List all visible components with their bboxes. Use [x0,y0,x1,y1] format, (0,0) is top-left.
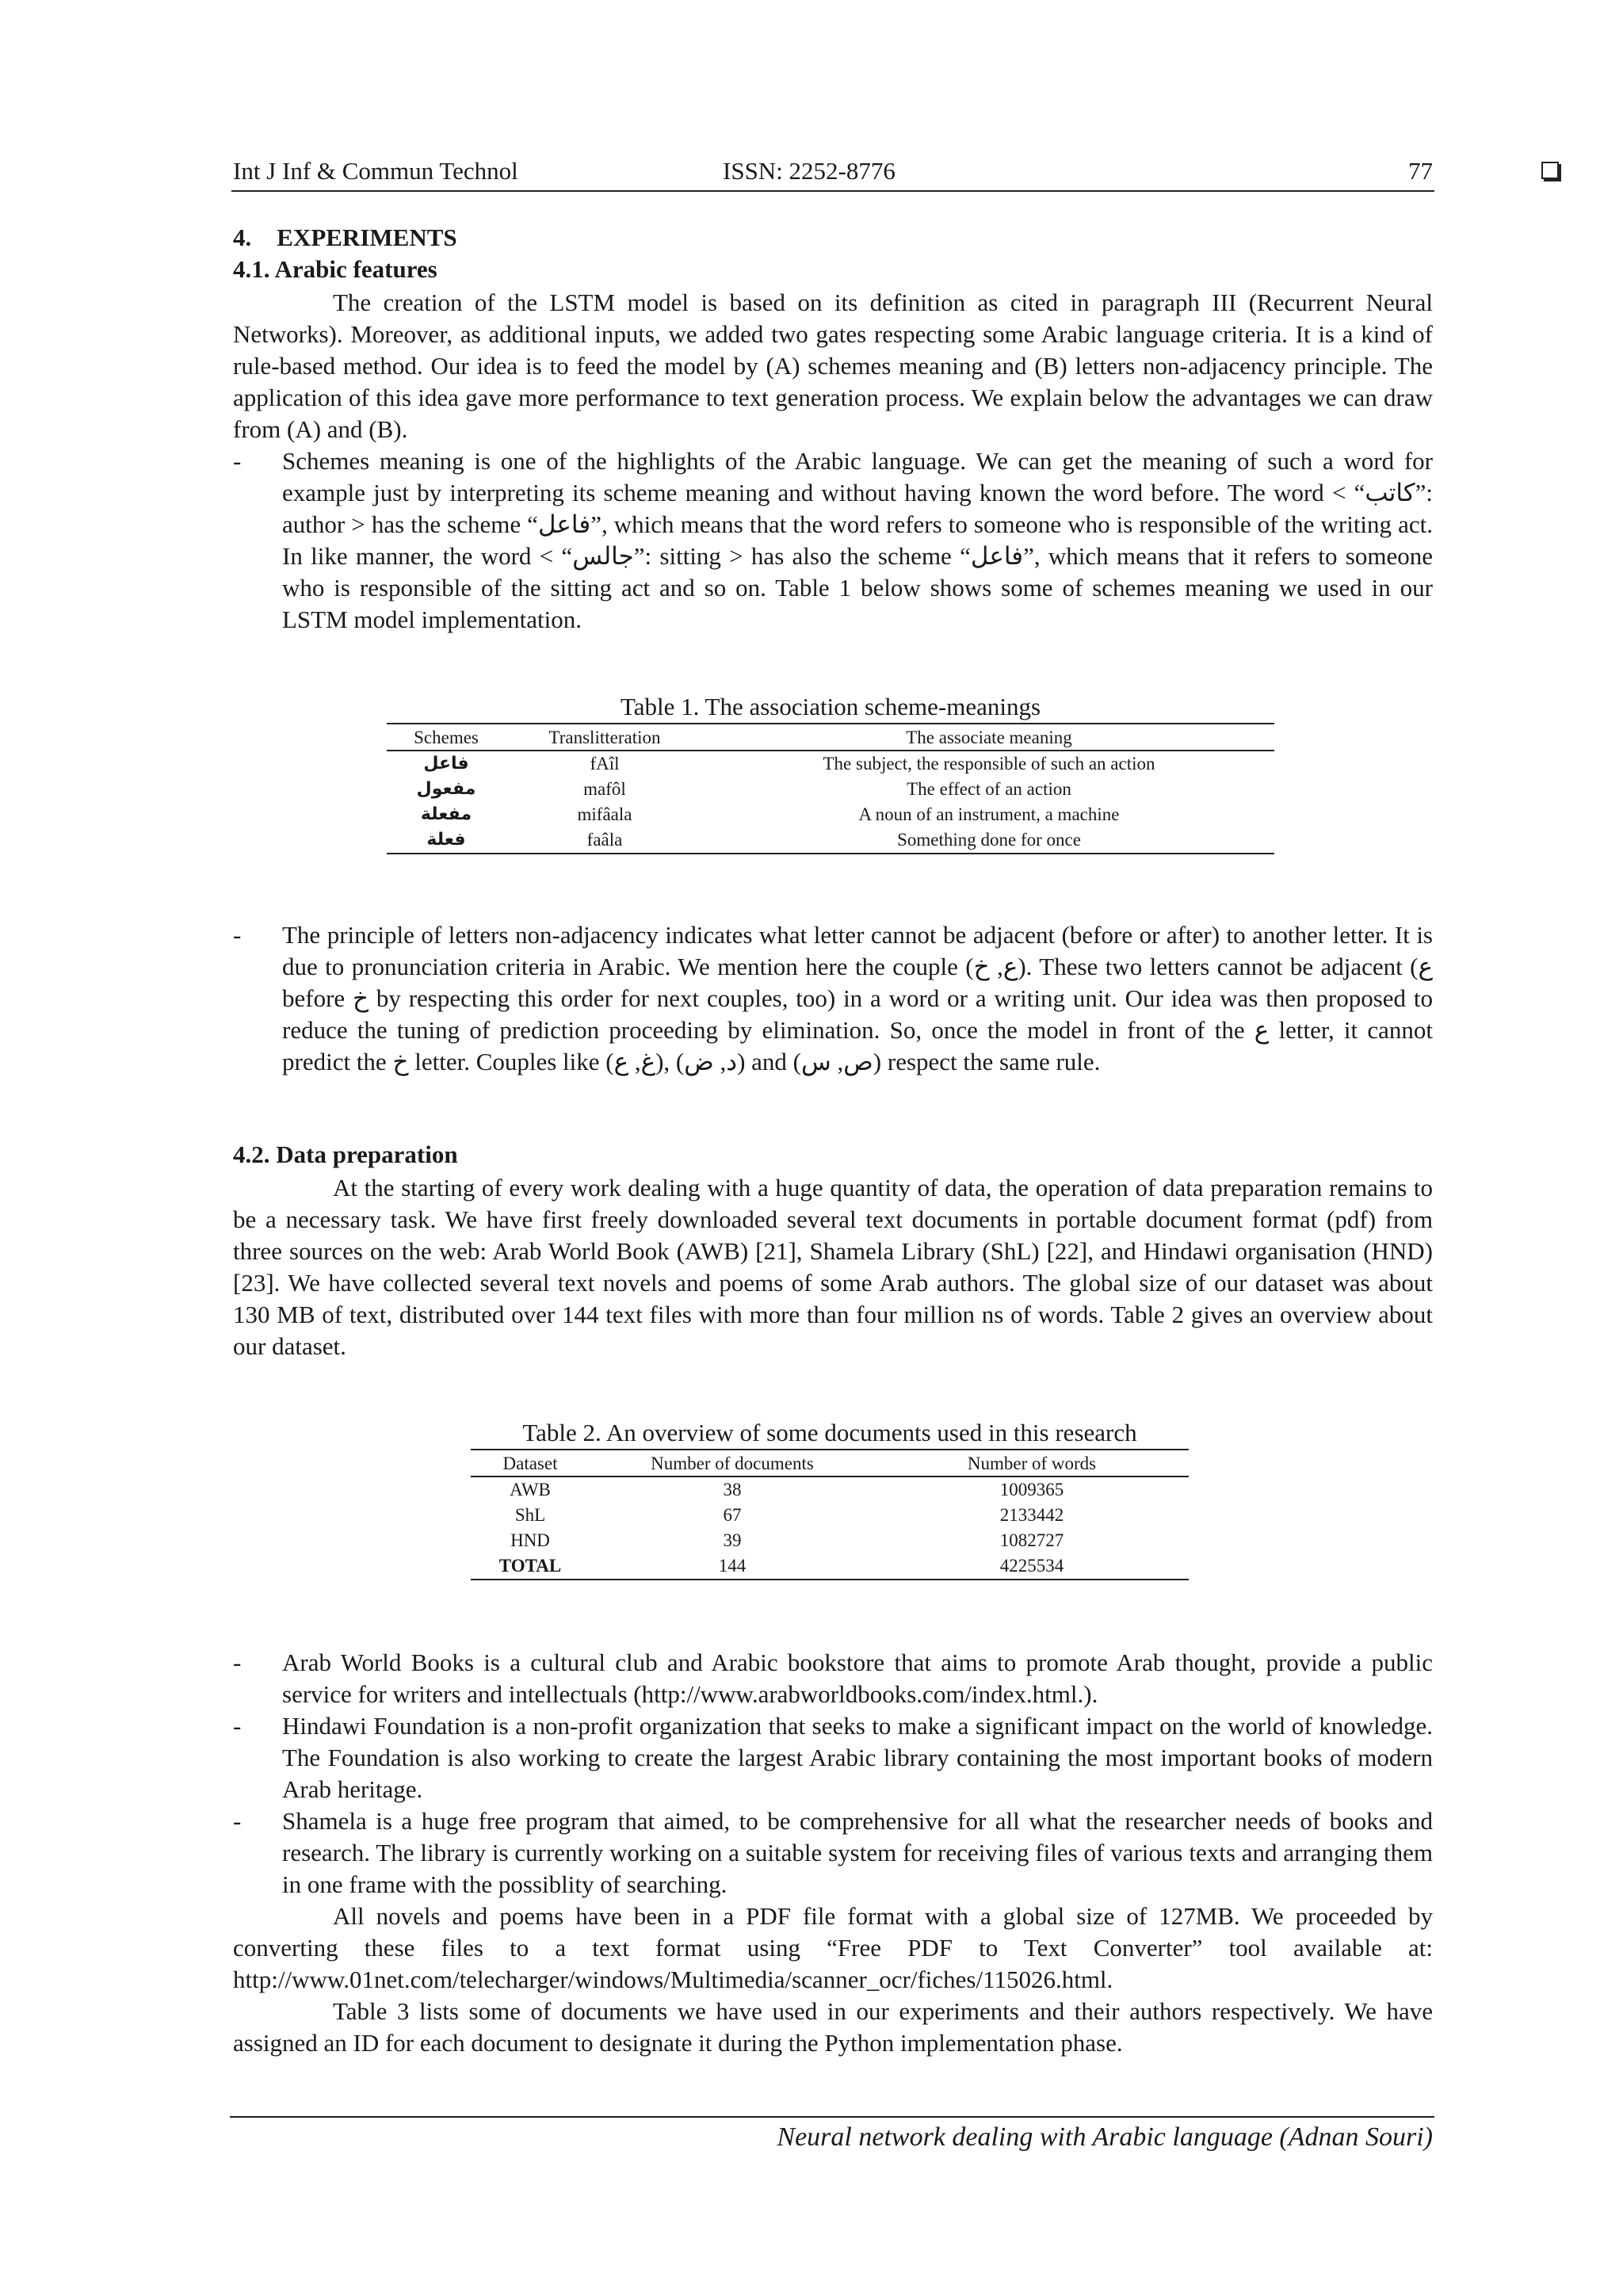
section-title: EXPERIMENTS [277,223,457,251]
table-cell: Something done for once [704,827,1274,854]
table-cell: A noun of an instrument, a machine [858,804,1120,824]
table-header-cell: Dataset [471,1450,590,1477]
square-icon [1541,162,1559,179]
table-header-cell: Number of documents [590,1450,875,1477]
table-row [387,827,1274,854]
bullet-dash: - [233,1648,242,1676]
table-row-total [471,1553,1189,1580]
table-cell: AWB [510,1480,551,1499]
bullet-dash: - [233,447,242,475]
table-header-cell: Number of words [875,1450,1189,1477]
running-header [231,155,1434,192]
bullet-text: Schemes meaning is one of the highlights of the Arabic language. We can get the meaning of such a word for example just by interpreting its scheme meaning and without having known the word before. The word < “كاتب”: author > has the scheme “فاعل”, which means that the word refers to someone who is responsible of the writing act. In like manner, the word < “جالس”: sitting > has also the scheme “فاعل”, which means that it refers to someone who is responsible of the sitting act and so on. Table 1 below shows some of schemes meaning we used in our LSTM model implementation. [282,447,1433,633]
table-cell: mifâala [577,804,632,824]
table-cell: فاعل [423,754,469,774]
table-cell: The subject, the responsible of such an action [823,754,1155,774]
paragraph-conversion: All novels and poems have been in a PDF file format with a global size of 127MB. We proceeded by converting these files to a text format using “Free PDF to Text Converter” tool available at: http://www.01net.com/telecharger/windows/Multimedia/scanner_ocr/fiches/115026.html. [233,1902,1433,1993]
journal-name: Int J Inf & Commun Technol [233,157,518,185]
table-cell: 67 [723,1505,742,1525]
bullet-arab-world-books [233,1647,1433,1710]
table1-caption: Table 1. The association scheme-meanings [620,693,1041,720]
table-cell: faâla [506,827,704,854]
paragraph-table3-intro: Table 3 lists some of documents we have used in our experiments and their authors respectively. We have assigned an ID for each document to designate it during the Python implementation phase. [233,1997,1433,2057]
table-header-cell: Schemes [387,724,506,751]
bullet-hindawi [233,1710,1433,1805]
table-header-cell: The associate meaning [704,724,1274,751]
bullet-text: The principle of letters non-adjacency indicates what letter cannot be adjacent (before or after) to another letter. It is due to pronunciation criteria in Arabic. We mention here the couple (ع, خ). These two letters cannot be adjacent (ع before خ by respecting this order for next couples, too) in a word or a writing unit. Our idea was then proposed to reduce the tuning of prediction proceeding by elimination. So, once the model in front of the ع letter, it cannot predict the خ letter. Couples like (غ, ع), (د, ض) and (ص, س) respect the same rule. [282,921,1434,1075]
table-cell: 4225534 [875,1553,1189,1580]
table2-caption: Table 2. An overview of some documents used in this research [522,1419,1137,1446]
table-cell: فعلة [387,827,506,854]
table-row [387,802,1274,827]
section-heading [233,223,457,252]
table-cell: 1082727 [999,1530,1064,1550]
table-cell: fAîl [590,754,620,774]
table-row [471,1477,1189,1503]
section-number: 4. [233,223,252,251]
table-cell: 1009365 [999,1480,1064,1499]
table-cell: مفعول [416,779,476,799]
page-number: 77 [1408,157,1433,185]
table-row [471,1503,1189,1528]
table-header-row [471,1450,1189,1477]
table-cell: مفعلة [420,804,472,824]
issn: ISSN: 2252-8776 [723,157,896,185]
bullet-shamela [233,1805,1433,1901]
table2 [471,1449,1189,1580]
subsection-heading-arabic-features: 4.1. Arabic features [233,255,437,283]
running-footer [230,2116,1434,2153]
bullet-dash: - [233,1807,242,1835]
bullet-text: Shamela is a huge free program that aimed, to be comprehensive for all what the researcher needs of books and research. The library is currently working on a suitable system for receiving files of various texts and arranging them in one frame with the possiblity of searching. [282,1807,1433,1898]
bullet-schemes-meaning [233,445,1433,636]
table-header-cell: Translitteration [506,724,704,751]
table1 [387,723,1274,854]
table-cell: mafôl [583,779,626,799]
table-row [471,1528,1189,1553]
bullet-dash: - [233,921,242,949]
table-cell: TOTAL [471,1553,590,1580]
table-cell: The effect of an action [907,779,1071,799]
table-header-row [387,724,1274,751]
subsection-heading-data-preparation: 4.2. Data preparation [233,1140,458,1168]
table-cell: 144 [590,1553,875,1580]
table-cell: HND [510,1530,550,1550]
paragraph-data-preparation: At the starting of every work dealing with a huge quantity of data, the operation of data preparation remains to be a necessary task. We have first freely downloaded several text documents in portable document format (pdf) from three sources on the web: Arab World Book (AWB) [21], Shamela Library (ShL) [22], and Hindawi organisation (HND) [23]. We have collected several text novels and poems of some Arab authors. The global size of our dataset was about 130 MB of text, distributed over 144 text files with more than four million ns of words. Table 2 gives an overview about our dataset. [233,1174,1433,1360]
table-cell: 2133442 [999,1505,1064,1525]
table-cell: 38 [723,1480,742,1499]
table-row [387,751,1274,777]
table-cell: 39 [723,1530,742,1550]
paragraph-intro: The creation of the LSTM model is based on its definition as cited in paragraph III (Recurrent Neural Networks). Moreover, as additional inputs, we added two gates respecting some Arabic language criteria. It is a kind of rule-based method. Our idea is to feed the model by (A) schemes meaning and (B) letters non-adjacency principle. The application of this idea gave more performance to text generation process. We explain below the advantages we can draw from (A) and (B). [233,288,1433,443]
bullet-dash: - [233,1712,242,1740]
table-row [387,777,1274,802]
footer-title: Neural network dealing with Arabic language (Adnan Souri) [777,2122,1433,2152]
bullet-text: Arab World Books is a cultural club and Arabic bookstore that aims to promote Arab thought, provide a public service for writers and intellectuals (http://www.arabworldbooks.com/index.html.). [282,1648,1433,1708]
table-cell: ShL [514,1505,546,1525]
bullet-text: Hindawi Foundation is a non-profit organization that seeks to make a significant impact on the world of knowledge. The Foundation is also working to create the largest Arabic library containing the most important books of modern Arab heritage. [282,1712,1433,1803]
bullet-non-adjacency [233,919,1433,1078]
